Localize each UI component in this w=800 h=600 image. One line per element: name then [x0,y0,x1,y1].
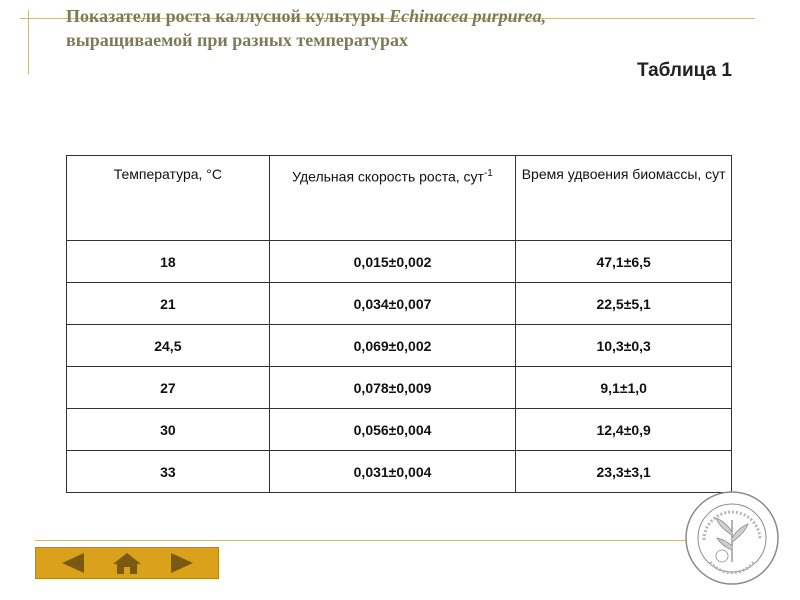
header-growth-rate-text: Удельная скорость роста, сут [292,168,484,185]
table-row [67,283,732,325]
table-row [67,367,732,409]
department-seal-logo [684,490,780,586]
prev-slide-button[interactable] [54,552,94,574]
cell-doubling-time: 47,1±6,5 [516,241,732,283]
cell-temperature: 24,5 [67,325,270,367]
cell-doubling-time: 9,1±1,0 [516,367,732,409]
cell-growth-rate: 0,056±0,004 [269,409,516,451]
cell-doubling-time: 23,3±3,1 [516,451,732,493]
cell-temperature: 33 [67,451,270,493]
cell-growth-rate: 0,069±0,002 [269,325,516,367]
cell-growth-rate: 0,078±0,009 [269,367,516,409]
navigation-bar [35,547,219,579]
header-growth-rate [269,156,516,241]
cell-temperature: 21 [67,283,270,325]
title-line2: выращиваемой при разных температурах [66,30,408,50]
title-species: Echinacea purpurea, [389,6,547,26]
home-button[interactable] [107,552,147,574]
cell-temperature: 18 [67,241,270,283]
cell-growth-rate: 0,015±0,002 [269,241,516,283]
table-header-row [67,156,732,241]
header-growth-rate-sup: -1 [483,168,493,179]
next-slide-button[interactable] [161,552,201,574]
bottom-divider-line [35,540,690,541]
table-row [67,325,732,367]
table-row [67,451,732,493]
cell-doubling-time: 12,4±0,9 [516,409,732,451]
table-row [67,409,732,451]
table-row [67,241,732,283]
header-temperature: Температура, °С [67,156,270,241]
arrow-right-icon [161,552,201,574]
slide-title [66,4,756,52]
home-icon [107,552,147,574]
cell-growth-rate: 0,031±0,004 [269,451,516,493]
cell-doubling-time: 10,3±0,3 [516,325,732,367]
header-doubling-time: Время удвоения биомассы, сут [516,156,732,241]
cell-temperature: 27 [67,367,270,409]
data-table [66,155,732,493]
arrow-left-icon [54,552,94,574]
cell-doubling-time: 22,5±5,1 [516,283,732,325]
frame-left-line [28,10,29,74]
cell-temperature: 30 [67,409,270,451]
cell-growth-rate: 0,034±0,007 [269,283,516,325]
title-part1: Показатели роста каллусной культуры [66,6,390,26]
table-label: Таблица 1 [636,60,732,81]
